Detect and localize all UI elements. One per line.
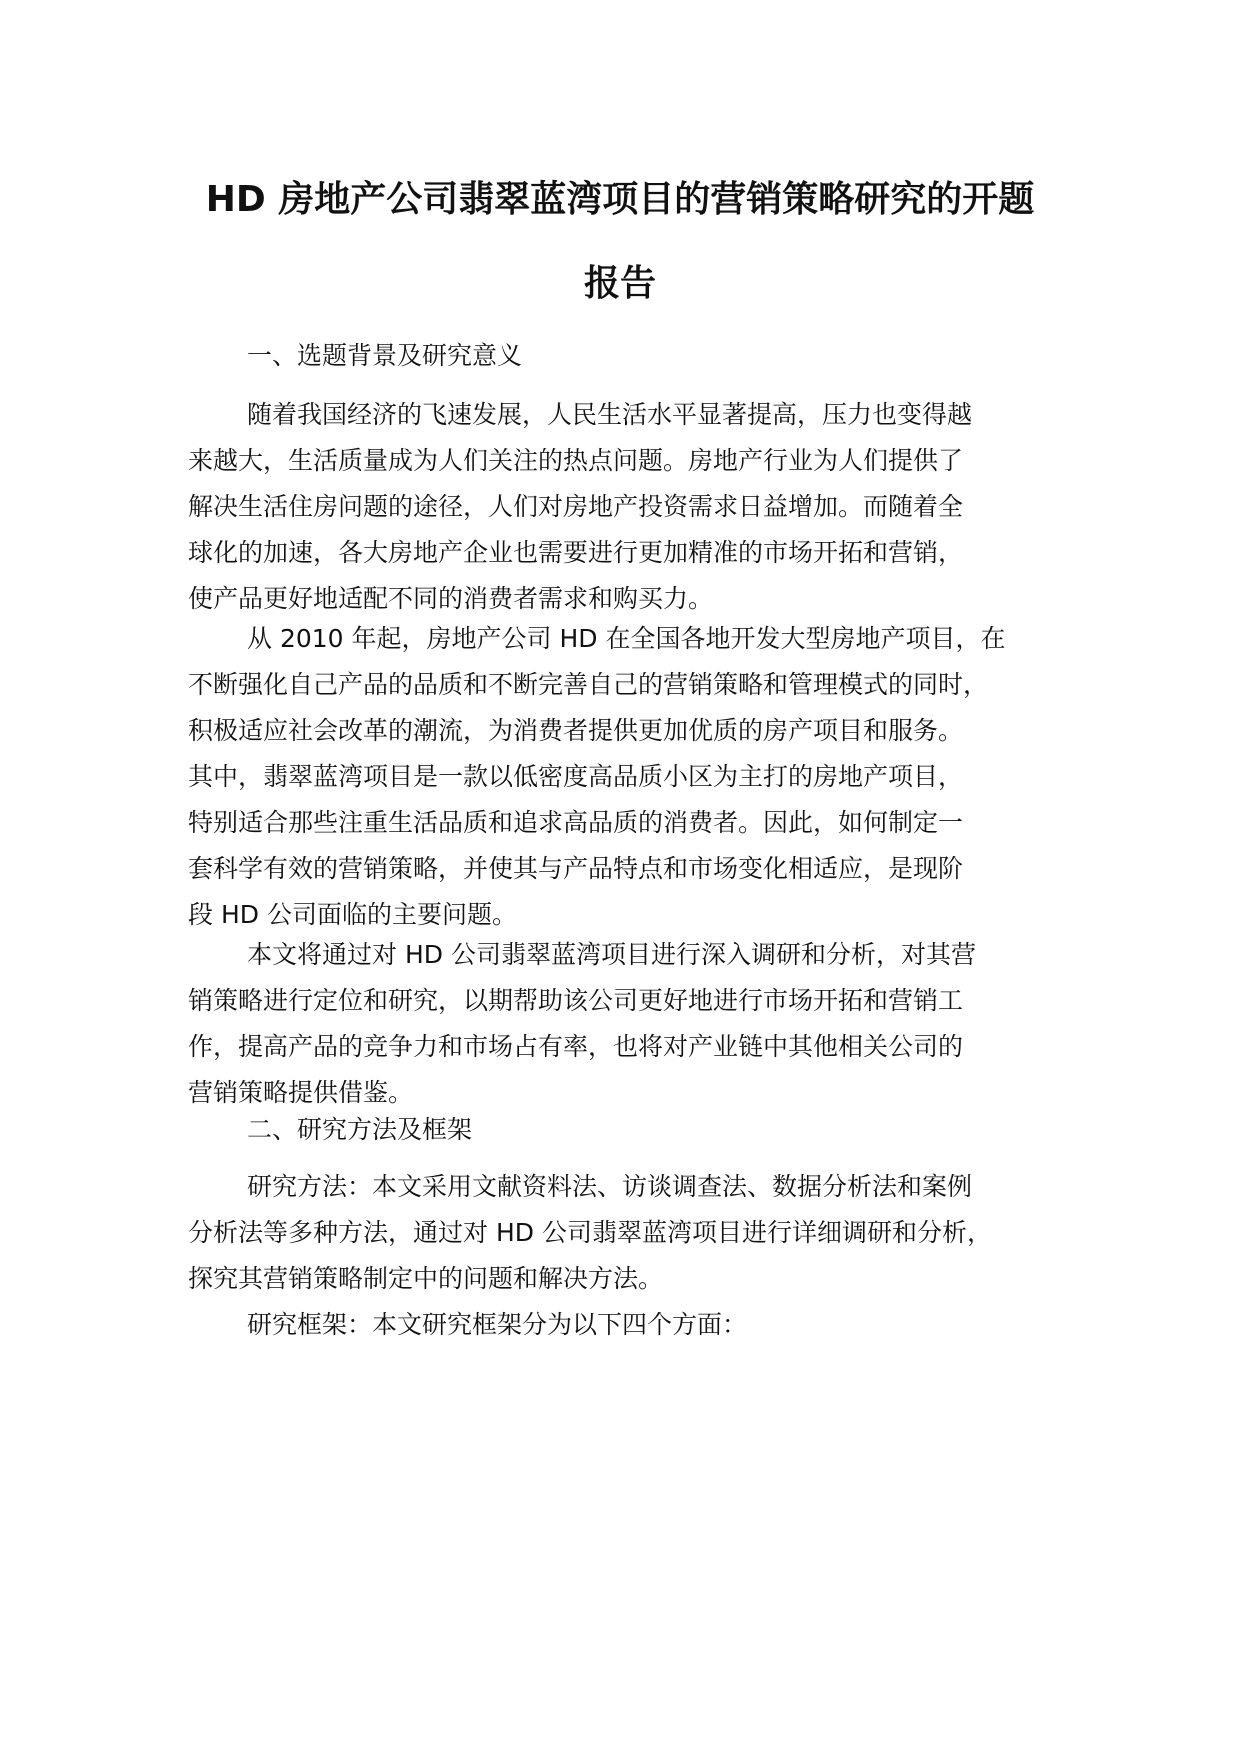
section-1-paragraph-2 (188, 616, 1088, 938)
paragraph-line: 研究框架：本文研究框架分为以下四个方面： (247, 1310, 748, 1339)
paragraph-line: 营销策略提供借鉴。 (188, 1078, 414, 1107)
section-2-paragraph-2 (188, 1302, 1088, 1348)
paragraph-line: 分析法等多种方法，通过对 HD 公司翡翠蓝湾项目进行详细调研和分析， (188, 1218, 992, 1247)
paragraph-line: 特别适合那些注重生活品质和追求高品质的消费者。因此，如何制定一 (188, 808, 964, 837)
paragraph-line: 使产品更好地适配不同的消费者需求和购买力。 (188, 584, 714, 613)
section-2-heading: 二、研究方法及框架 (247, 1115, 473, 1144)
paragraph-line: 套科学有效的营销策略，并使其与产品特点和市场变化相适应，是现阶 (188, 854, 964, 883)
paragraph-line: 球化的加速，各大房地产企业也需要进行更加精准的市场开拓和营销， (188, 538, 964, 567)
paragraph-line: 段 HD 公司面临的主要问题。 (188, 900, 517, 929)
paragraph-line: 从 2010 年起，房地产公司 HD 在全国各地开发大型房地产项目，在 (247, 624, 1006, 653)
section-1-heading: 一、选题背景及研究意义 (247, 341, 523, 370)
paragraph-line: 本文将通过对 HD 公司翡翠蓝湾项目进行深入调研和分析，对其营 (247, 940, 976, 969)
paragraph-line: 解决生活住房问题的途径，人们对房地产投资需求日益增加。而随着全 (188, 492, 964, 521)
paragraph-line: 销策略进行定位和研究，以期帮助该公司更好地进行市场开拓和营销工 (188, 986, 964, 1015)
paragraph-line: 作，提高产品的竞争力和市场占有率，也将对产业链中其他相关公司的 (188, 1032, 964, 1061)
section-1-paragraph-3 (188, 932, 1088, 1116)
section-1-paragraph-1 (188, 392, 1088, 622)
paragraph-line: 积极适应社会改革的潮流，为消费者提供更加优质的房产项目和服务。 (188, 716, 964, 745)
paragraph-line: 不断强化自己产品的品质和不断完善自己的营销策略和管理模式的同时， (188, 670, 989, 699)
paragraph-line: 探究其营销策略制定中的问题和解决方法。 (188, 1264, 664, 1293)
document-title-line-1: HD 房地产公司翡翠蓝湾项目的营销策略研究的开题 (205, 179, 1035, 220)
paragraph-line: 随着我国经济的飞速发展，人民生活水平显著提高，压力也变得越 (247, 400, 973, 429)
document-title-line-2: 报告 (583, 263, 656, 304)
paragraph-line: 来越大，生活质量成为人们关注的热点问题。房地产行业为人们提供了 (188, 446, 964, 475)
paragraph-line: 研究方法：本文采用文献资料法、访谈调查法、数据分析法和案例 (247, 1172, 973, 1201)
paragraph-line: 其中，翡翠蓝湾项目是一款以低密度高品质小区为主打的房地产项目， (188, 762, 964, 791)
section-2-paragraph-1 (188, 1164, 1088, 1302)
